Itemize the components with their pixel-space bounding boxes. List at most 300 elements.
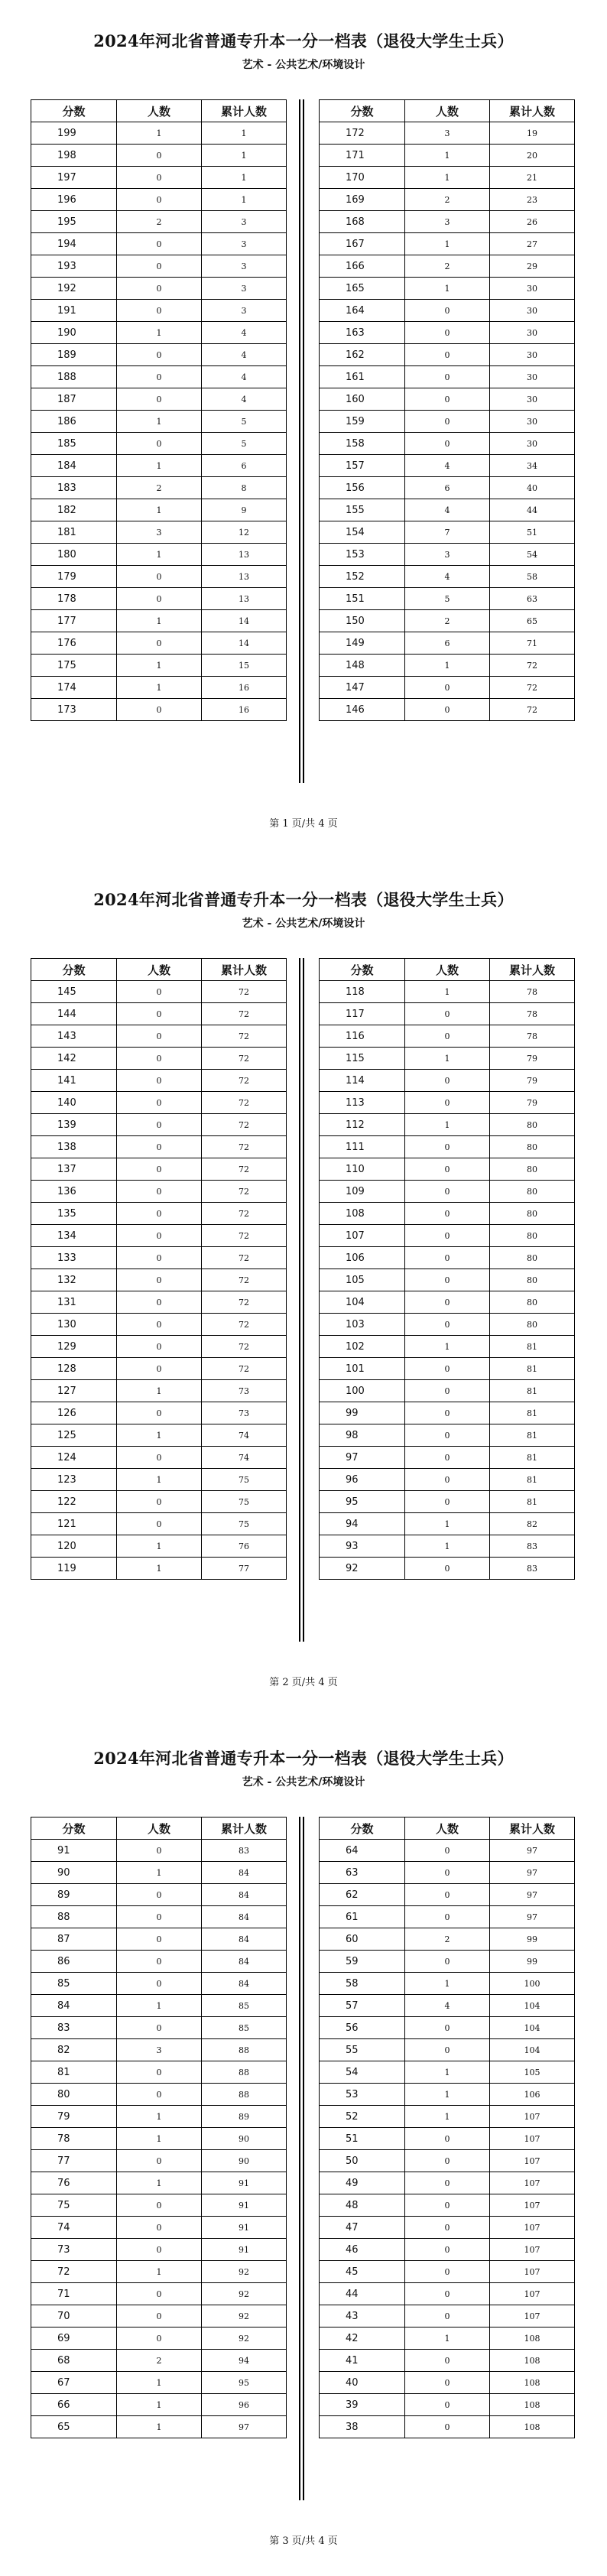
score-cell: 77 (31, 2150, 117, 2172)
count-cell: 0 (117, 1906, 202, 1928)
score-cell: 166 (320, 255, 405, 278)
score-cell: 84 (31, 1995, 117, 2017)
count-cell: 0 (117, 1884, 202, 1906)
cumulative-cell: 84 (202, 1973, 287, 1995)
score-cell: 91 (31, 1840, 117, 1862)
cumulative-cell: 72 (202, 1114, 287, 1136)
cumulative-cell: 96 (202, 2394, 287, 2416)
table-row (320, 1424, 575, 1447)
table-row (320, 1070, 575, 1092)
cumulative-cell: 85 (202, 2017, 287, 2039)
table-row (31, 1862, 287, 1884)
count-cell: 6 (405, 632, 490, 655)
cumulative-cell: 88 (202, 2061, 287, 2084)
cumulative-cell: 83 (490, 1535, 575, 1558)
table-row (31, 1840, 287, 1862)
count-cell: 0 (405, 2350, 490, 2372)
count-cell: 0 (117, 1025, 202, 1048)
cumulative-cell: 81 (490, 1469, 575, 1491)
count-cell: 1 (405, 1048, 490, 1070)
cumulative-cell: 30 (490, 322, 575, 344)
cumulative-cell: 72 (490, 699, 575, 721)
score-cell: 156 (320, 477, 405, 499)
count-cell: 0 (405, 1424, 490, 1447)
cumulative-cell: 107 (490, 2239, 575, 2261)
table-row (31, 1003, 287, 1025)
table-row (320, 1114, 575, 1136)
cumulative-cell: 75 (202, 1513, 287, 1535)
column-header-1: 人数 (405, 959, 490, 981)
score-cell: 168 (320, 211, 405, 233)
count-cell: 1 (117, 2372, 202, 2394)
count-cell: 0 (117, 632, 202, 655)
score-cell: 170 (320, 167, 405, 189)
cumulative-cell: 84 (202, 1951, 287, 1973)
score-cell: 126 (31, 1402, 117, 1424)
score-cell: 129 (31, 1336, 117, 1358)
count-cell: 2 (405, 610, 490, 632)
table-row (320, 1181, 575, 1203)
column-header-2: 累计人数 (490, 959, 575, 981)
cumulative-cell: 104 (490, 2017, 575, 2039)
cumulative-cell: 72 (202, 1025, 287, 1048)
score-cell: 182 (31, 499, 117, 521)
score-cell: 177 (31, 610, 117, 632)
score-cell: 148 (320, 655, 405, 677)
count-cell: 0 (117, 981, 202, 1003)
table-row (320, 2372, 575, 2394)
score-cell: 151 (320, 588, 405, 610)
score-cell: 82 (31, 2039, 117, 2061)
count-cell: 0 (405, 2283, 490, 2305)
count-cell: 0 (405, 1003, 490, 1025)
table-row (31, 455, 287, 477)
cumulative-cell: 3 (202, 211, 287, 233)
table-row (31, 1291, 287, 1314)
table-header-row (31, 1817, 287, 1840)
cumulative-cell: 81 (490, 1380, 575, 1402)
table-row (320, 1225, 575, 1247)
count-cell: 3 (117, 521, 202, 544)
count-cell: 0 (117, 1840, 202, 1862)
score-cell: 99 (320, 1402, 405, 1424)
count-cell: 0 (405, 2172, 490, 2194)
count-cell: 1 (117, 610, 202, 632)
count-cell: 0 (405, 366, 490, 388)
cumulative-cell: 76 (202, 1535, 287, 1558)
score-cell: 188 (31, 366, 117, 388)
count-cell: 0 (405, 1951, 490, 1973)
score-cell: 71 (31, 2283, 117, 2305)
table-row (31, 1884, 287, 1906)
table-row (31, 699, 287, 721)
table-row (31, 388, 287, 411)
score-cell: 153 (320, 544, 405, 566)
table-row (320, 1928, 575, 1951)
score-cell: 162 (320, 344, 405, 366)
count-cell: 1 (405, 655, 490, 677)
score-cell: 185 (31, 433, 117, 455)
count-cell: 0 (117, 1513, 202, 1535)
cumulative-cell: 92 (202, 2283, 287, 2305)
cumulative-cell: 107 (490, 2261, 575, 2283)
cumulative-cell: 92 (202, 2327, 287, 2350)
count-cell: 0 (405, 1092, 490, 1114)
count-cell: 0 (405, 1862, 490, 1884)
score-cell: 137 (31, 1158, 117, 1181)
cumulative-cell: 79 (490, 1092, 575, 1114)
count-cell: 1 (117, 499, 202, 521)
table-row (320, 366, 575, 388)
count-cell: 1 (405, 981, 490, 1003)
score-cell: 80 (31, 2084, 117, 2106)
cumulative-cell: 73 (202, 1380, 287, 1402)
cumulative-cell: 97 (202, 2416, 287, 2438)
count-cell: 0 (405, 1402, 490, 1424)
cumulative-cell: 58 (490, 566, 575, 588)
table-header-row (320, 100, 575, 122)
table-row (320, 1884, 575, 1906)
cumulative-cell: 13 (202, 544, 287, 566)
table-row (31, 1025, 287, 1048)
table-row (320, 477, 575, 499)
count-cell: 1 (405, 1513, 490, 1535)
table-row (31, 1469, 287, 1491)
count-cell: 0 (117, 1314, 202, 1336)
score-cell: 97 (320, 1447, 405, 1469)
table-row (320, 1491, 575, 1513)
table-row (31, 1336, 287, 1358)
cumulative-cell: 20 (490, 145, 575, 167)
page-footer: 第 2 页/共 4 页 (269, 1677, 338, 1688)
cumulative-cell: 30 (490, 278, 575, 300)
table-row (320, 1358, 575, 1380)
count-cell: 1 (117, 1469, 202, 1491)
table-row (31, 1928, 287, 1951)
score-cell: 105 (320, 1269, 405, 1291)
table-row (320, 632, 575, 655)
cumulative-cell: 72 (490, 677, 575, 699)
table-row (31, 2128, 287, 2150)
cumulative-cell: 80 (490, 1247, 575, 1269)
cumulative-cell: 104 (490, 1995, 575, 2017)
cumulative-cell: 105 (490, 2061, 575, 2084)
cumulative-cell: 107 (490, 2305, 575, 2327)
table-row (320, 2194, 575, 2217)
table-row (320, 1003, 575, 1025)
count-cell: 0 (405, 2394, 490, 2416)
score-cell: 149 (320, 632, 405, 655)
cumulative-cell: 16 (202, 677, 287, 699)
cumulative-cell: 74 (202, 1424, 287, 1447)
table-row (320, 411, 575, 433)
score-cell: 165 (320, 278, 405, 300)
cumulative-cell: 1 (202, 167, 287, 189)
table-row (31, 1951, 287, 1973)
count-cell: 0 (405, 1491, 490, 1513)
count-cell: 0 (405, 1558, 490, 1580)
table-row (31, 2283, 287, 2305)
count-cell: 0 (405, 300, 490, 322)
count-cell: 0 (405, 1025, 490, 1048)
score-cell: 87 (31, 1928, 117, 1951)
score-cell: 75 (31, 2194, 117, 2217)
score-cell: 142 (31, 1048, 117, 1070)
count-cell: 1 (117, 2416, 202, 2438)
count-cell: 0 (117, 433, 202, 455)
score-cell: 51 (320, 2128, 405, 2150)
table-row (320, 1995, 575, 2017)
score-cell: 161 (320, 366, 405, 388)
table-row (31, 411, 287, 433)
count-cell: 0 (405, 1291, 490, 1314)
score-cell: 119 (31, 1558, 117, 1580)
column-header-0: 分数 (31, 1817, 117, 1840)
cumulative-cell: 108 (490, 2416, 575, 2438)
table-row (320, 2416, 575, 2438)
table-row (31, 1269, 287, 1291)
cumulative-cell: 80 (490, 1314, 575, 1336)
cumulative-cell: 13 (202, 588, 287, 610)
table-row (31, 2261, 287, 2283)
cumulative-cell: 54 (490, 544, 575, 566)
cumulative-cell: 72 (202, 1092, 287, 1114)
cumulative-cell: 4 (202, 388, 287, 411)
score-cell: 178 (31, 588, 117, 610)
cumulative-cell: 12 (202, 521, 287, 544)
count-cell: 0 (117, 1269, 202, 1291)
score-cell: 147 (320, 677, 405, 699)
cumulative-cell: 108 (490, 2394, 575, 2416)
table-row (31, 2217, 287, 2239)
score-cell: 59 (320, 1951, 405, 1973)
count-cell: 0 (405, 1447, 490, 1469)
score-cell: 143 (31, 1025, 117, 1048)
cumulative-cell: 99 (490, 1928, 575, 1951)
count-cell: 0 (405, 1906, 490, 1928)
count-cell: 0 (117, 1136, 202, 1158)
table-row (320, 1336, 575, 1358)
score-cell: 108 (320, 1203, 405, 1225)
count-cell: 0 (117, 344, 202, 366)
score-cell: 187 (31, 388, 117, 411)
score-cell: 132 (31, 1269, 117, 1291)
count-cell: 0 (117, 1181, 202, 1203)
count-cell: 0 (117, 1203, 202, 1225)
count-cell: 6 (405, 477, 490, 499)
cumulative-cell: 107 (490, 2283, 575, 2305)
count-cell: 1 (117, 1862, 202, 1884)
table-row (320, 499, 575, 521)
count-cell: 0 (405, 699, 490, 721)
count-cell: 0 (405, 2305, 490, 2327)
cumulative-cell: 92 (202, 2261, 287, 2283)
score-cell: 198 (31, 145, 117, 167)
count-cell: 1 (117, 411, 202, 433)
table-row (31, 1906, 287, 1928)
score-cell: 189 (31, 344, 117, 366)
score-cell: 95 (320, 1491, 405, 1513)
score-cell: 112 (320, 1114, 405, 1136)
cumulative-cell: 5 (202, 433, 287, 455)
column-header-1: 人数 (405, 1817, 490, 1840)
score-cell: 50 (320, 2150, 405, 2172)
cumulative-cell: 72 (202, 1203, 287, 1225)
count-cell: 0 (117, 2217, 202, 2239)
score-cell: 125 (31, 1424, 117, 1447)
score-cell: 43 (320, 2305, 405, 2327)
count-cell: 1 (405, 1336, 490, 1358)
score-cell: 154 (320, 521, 405, 544)
table-row (320, 344, 575, 366)
score-cell: 101 (320, 1358, 405, 1380)
count-cell: 0 (117, 1092, 202, 1114)
score-table-right (319, 99, 575, 721)
table-row (320, 2394, 575, 2416)
score-cell: 116 (320, 1025, 405, 1048)
count-cell: 5 (405, 588, 490, 610)
count-cell: 0 (405, 677, 490, 699)
score-cell: 135 (31, 1203, 117, 1225)
score-cell: 53 (320, 2084, 405, 2106)
score-cell: 144 (31, 1003, 117, 1025)
score-cell: 67 (31, 2372, 117, 2394)
column-header-2: 累计人数 (490, 100, 575, 122)
count-cell: 0 (405, 1314, 490, 1336)
cumulative-cell: 51 (490, 521, 575, 544)
score-cell: 145 (31, 981, 117, 1003)
count-cell: 0 (117, 1048, 202, 1070)
column-header-0: 分数 (31, 959, 117, 981)
page-subtitle: 艺术 - 公共艺术/环境设计 (242, 1776, 365, 1788)
table-row (31, 1535, 287, 1558)
count-cell: 0 (405, 1225, 490, 1247)
cumulative-cell: 44 (490, 499, 575, 521)
count-cell: 0 (117, 566, 202, 588)
score-cell: 150 (320, 610, 405, 632)
score-cell: 171 (320, 145, 405, 167)
cumulative-cell: 97 (490, 1840, 575, 1862)
score-cell: 72 (31, 2261, 117, 2283)
table-row (320, 455, 575, 477)
cumulative-cell: 27 (490, 233, 575, 255)
score-cell: 138 (31, 1136, 117, 1158)
table-row (31, 344, 287, 366)
column-header-1: 人数 (117, 959, 202, 981)
score-cell: 174 (31, 677, 117, 699)
table-row (31, 1358, 287, 1380)
count-cell: 4 (405, 499, 490, 521)
cumulative-cell: 72 (202, 1291, 287, 1314)
table-row (31, 1136, 287, 1158)
score-cell: 139 (31, 1114, 117, 1136)
cumulative-cell: 108 (490, 2350, 575, 2372)
score-cell: 109 (320, 1181, 405, 1203)
table-row (31, 1092, 287, 1114)
cumulative-cell: 72 (202, 1070, 287, 1092)
score-cell: 110 (320, 1158, 405, 1181)
table-row (320, 2172, 575, 2194)
table-row (31, 1513, 287, 1535)
score-cell: 61 (320, 1906, 405, 1928)
count-cell: 1 (405, 2061, 490, 2084)
cumulative-cell: 91 (202, 2217, 287, 2239)
table-row (31, 2061, 287, 2084)
score-cell: 107 (320, 1225, 405, 1247)
table-row (320, 1973, 575, 1995)
count-cell: 1 (405, 1535, 490, 1558)
count-cell: 0 (405, 1247, 490, 1269)
table-row (31, 1247, 287, 1269)
score-cell: 49 (320, 2172, 405, 2194)
count-cell: 1 (117, 322, 202, 344)
column-header-0: 分数 (320, 100, 405, 122)
cumulative-cell: 85 (202, 1995, 287, 2017)
cumulative-cell: 29 (490, 255, 575, 278)
page-title: 2024年河北省普通专升本一分一档表（退役大学生士兵） (93, 31, 514, 50)
count-cell: 0 (117, 366, 202, 388)
cumulative-cell: 107 (490, 2217, 575, 2239)
cumulative-cell: 75 (202, 1491, 287, 1513)
table-row (31, 278, 287, 300)
table-row (31, 2084, 287, 2106)
table-row (320, 1558, 575, 1580)
count-cell: 0 (117, 2327, 202, 2350)
page-subtitle: 艺术 - 公共艺术/环境设计 (242, 918, 365, 930)
column-header-2: 累计人数 (202, 100, 287, 122)
score-cell: 146 (320, 699, 405, 721)
cumulative-cell: 99 (490, 1951, 575, 1973)
cumulative-cell: 97 (490, 1906, 575, 1928)
count-cell: 1 (117, 1535, 202, 1558)
table-row (31, 366, 287, 388)
count-cell: 0 (117, 255, 202, 278)
score-cell: 155 (320, 499, 405, 521)
count-cell: 0 (117, 2061, 202, 2084)
table-row (320, 1136, 575, 1158)
cumulative-cell: 4 (202, 344, 287, 366)
score-cell: 192 (31, 278, 117, 300)
count-cell: 1 (405, 1973, 490, 1995)
score-cell: 172 (320, 122, 405, 145)
cumulative-cell: 79 (490, 1048, 575, 1070)
table-row (31, 1995, 287, 2017)
score-cell: 98 (320, 1424, 405, 1447)
count-cell: 0 (405, 2194, 490, 2217)
count-cell: 0 (117, 1158, 202, 1181)
table-row (320, 2039, 575, 2061)
column-divider (299, 958, 304, 1642)
count-cell: 1 (405, 167, 490, 189)
table-row (320, 1048, 575, 1070)
table-row (320, 233, 575, 255)
count-cell: 0 (405, 1884, 490, 1906)
count-cell: 2 (117, 211, 202, 233)
table-row (320, 1513, 575, 1535)
cumulative-cell: 73 (202, 1402, 287, 1424)
cumulative-cell: 30 (490, 411, 575, 433)
score-cell: 39 (320, 2394, 405, 2416)
score-cell: 65 (31, 2416, 117, 2438)
score-cell: 193 (31, 255, 117, 278)
count-cell: 0 (405, 2372, 490, 2394)
cumulative-cell: 81 (490, 1358, 575, 1380)
score-cell: 102 (320, 1336, 405, 1358)
score-cell: 100 (320, 1380, 405, 1402)
score-cell: 127 (31, 1380, 117, 1402)
count-cell: 1 (405, 2084, 490, 2106)
table-row (320, 1402, 575, 1424)
